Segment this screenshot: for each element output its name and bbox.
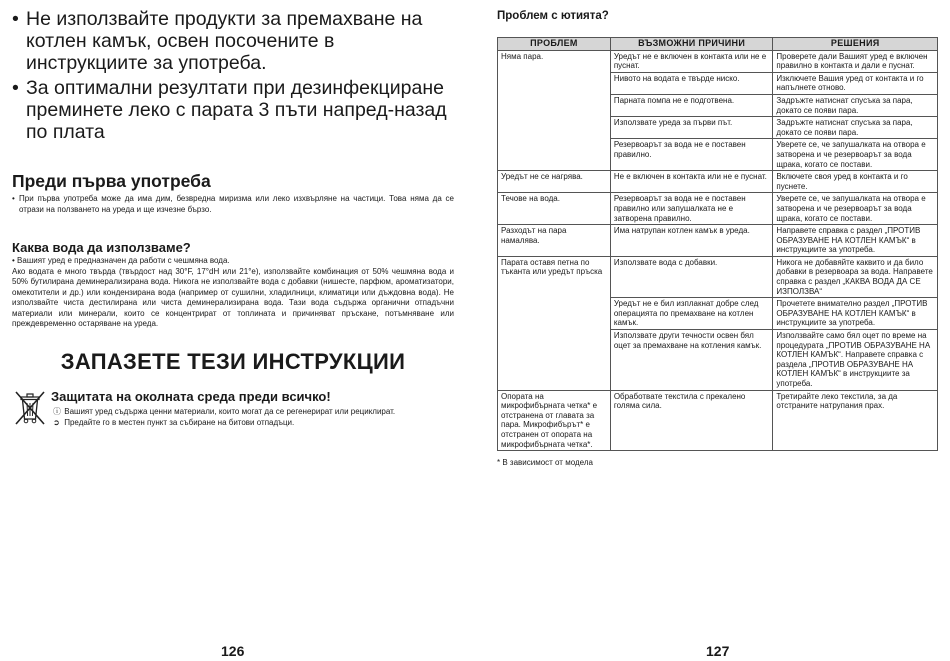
- environment-line-1: ⓘ Вашият уред съдържа ценни материали, които могат да се регенерират или рециклират.: [53, 406, 396, 416]
- crossed-bin-icon: [12, 388, 48, 426]
- cause-cell: Не е включен в контакта или не е пуснат.: [610, 171, 773, 193]
- problem-cell: Течове на вода.: [498, 193, 611, 225]
- problem-cell: Опората на микрофибърната четка* е отстранена от главата за пара. Микрофибърът* е отстранен от опората на микрофибърната четка*.: [498, 390, 611, 451]
- cause-cell: Уредът не е включен в контакта или не е пуснат.: [610, 50, 773, 72]
- header-problem: ПРОБЛЕМ: [498, 38, 611, 51]
- left-page: [12, 8, 454, 434]
- problem-cell: Парата оставя петна по тъканта или уредът пръска: [498, 256, 611, 390]
- table-header-row: [498, 38, 938, 51]
- table-row: [498, 256, 938, 297]
- problem-cell: Разходът на пара намалява.: [498, 225, 611, 257]
- problem-cell: Няма пара.: [498, 50, 611, 171]
- page-number-left: 126: [221, 643, 245, 659]
- table-row: [498, 50, 938, 72]
- water-text: Ако водата е много твърда (твърдост над 30°F, 17°dH или 21°e), използвайте комбинация от 50% чешмяна вода и 50% бутилирана деминерализирана вода. Никога не използвайте вода с добавки (нишесте, парфюм, ароматизатори, омекотители и др.) или кондензирана вода (например от сушилни, хладилници, климатици или дъждовна вода). Не използвайте чиста дестилирана или чиста деминерализирана вода. Тази вода съдържа органични отпадъчни материали или минерали, които се концентрират от топлината и причиняват пръскане, потъмняване или преждевременно остаряване на уреда.: [12, 266, 454, 328]
- table-row: [498, 225, 938, 257]
- solution-cell: Използвайте само бял оцет по време на процедурата „ПРОТИВ ОБРАЗУВАНЕ НА КОТЛЕН КАМЪК“. Направете справка с раздела „ПРОТИВ ОБРАЗУВАНЕ НА КОТЛЕН КАМЪК“ в инструкциите за употреба.: [773, 330, 938, 391]
- cause-cell: Резервоарът за вода не е поставен правилно.: [610, 139, 773, 171]
- cause-cell: Нивото на водата е твърде ниско.: [610, 72, 773, 94]
- solution-cell: Уверете се, че запушалката на отвора е затворена и че резервоарът за вода щрака, когато се постави.: [773, 193, 938, 225]
- bullet-no-other-products: • Не използвайте продукти за премахване на котлен камък, освен посочените в инструкциите за употреба.: [12, 8, 423, 74]
- environment-section: [12, 388, 454, 434]
- header-solutions: РЕШЕНИЯ: [773, 38, 938, 51]
- water-heading: Каква вода да използваме?: [12, 240, 191, 255]
- table-row: [498, 193, 938, 225]
- cause-cell: Използвате уреда за първи път.: [610, 117, 773, 139]
- first-use-heading: Преди първа употреба: [12, 171, 211, 191]
- solution-cell: Уверете се, че запушалката на отвора е затворена и че резервоарът за вода щрака, когато се постави.: [773, 139, 938, 171]
- cause-cell: Използвате вода с добавки.: [610, 256, 773, 297]
- cause-cell: Използвате други течности освен бял оцет за премахване на котления камък.: [610, 330, 773, 391]
- solution-cell: Третирайте леко текстила, за да отстраните натрупания прах.: [773, 390, 938, 451]
- cause-cell: Уредът не е бил изплакнат добре след операцията по премахване на котлен камък.: [610, 298, 773, 330]
- arrow-icon: ➲: [53, 417, 60, 427]
- cause-cell: Има натрупан котлен камък в уреда.: [610, 225, 773, 257]
- table-row: [498, 171, 938, 193]
- page-number-right: 127: [706, 643, 730, 659]
- solution-cell: Прочетете внимателно раздел „ПРОТИВ ОБРАЗУВАНЕ НА КОТЛЕН КАМЪК“ в инструкциите за употреба.: [773, 298, 938, 330]
- problem-cell: Уредът не се нагрява.: [498, 171, 611, 193]
- solution-cell: Изключете Вашия уред от контакта и го напълнете отново.: [773, 72, 938, 94]
- first-use-text: • При първа употреба може да има дим, безвредна миризма или леко изхвърляне на частици. Това няма да се отрази на ползването на уреда и ще изчезне бързо.: [12, 194, 454, 214]
- bullet-disinfection-tip: • За оптимални резултати при дезинфекциране преминете леко с парата 3 пъти напред-назад по плата: [12, 77, 447, 143]
- keep-instructions-title: ЗАПАЗЕТЕ ТЕЗИ ИНСТРУКЦИИ: [60, 348, 406, 374]
- troubleshooting-table: [497, 37, 938, 451]
- water-bullet: • Вашият уред е предназначен да работи с чешмяна вода.: [12, 256, 230, 265]
- environment-heading: Защитата на околната среда преди всичко!: [51, 388, 331, 404]
- cause-cell: Обработвате текстила с прекалено голяма сила.: [610, 390, 773, 451]
- info-icon: ⓘ: [53, 406, 61, 416]
- solution-cell: Никога не добавяйте каквито и да било добавки в резервоара за вода. Направете справка с раздел „КАКВА ВОДА ДА СЕ ИЗПОЛЗВА“: [773, 256, 938, 297]
- header-causes: ВЪЗМОЖНИ ПРИЧИНИ: [610, 38, 773, 51]
- troubleshooting-title: Проблем с ютията?: [497, 10, 609, 22]
- cause-cell: Резервоарът за вода не е поставен правилно или запушалката не е затворена правилно.: [610, 193, 773, 225]
- solution-cell: Задръжте натиснат спусъка за пара, докато се появи пара.: [773, 117, 938, 139]
- solution-cell: Направете справка с раздел „ПРОТИВ ОБРАЗУВАНЕ НА КОТЛЕН КАМЪК“ в инструкциите за употреба.: [773, 225, 938, 257]
- table-row: [498, 390, 938, 451]
- right-page: [497, 8, 940, 467]
- footnote: * В зависимост от модела: [497, 458, 593, 468]
- environment-line-2: ➲ Предайте го в местен пункт за събиране на битови отпадъци.: [53, 417, 295, 427]
- cause-cell: Парната помпа не е подготвена.: [610, 94, 773, 116]
- solution-cell: Проверете дали Вашият уред е включен правилно в контакта и дали е пуснат.: [773, 50, 938, 72]
- solution-cell: Включете своя уред в контакта и го пуснете.: [773, 171, 938, 193]
- solution-cell: Задръжте натиснат спусъка за пара, докато се появи пара.: [773, 94, 938, 116]
